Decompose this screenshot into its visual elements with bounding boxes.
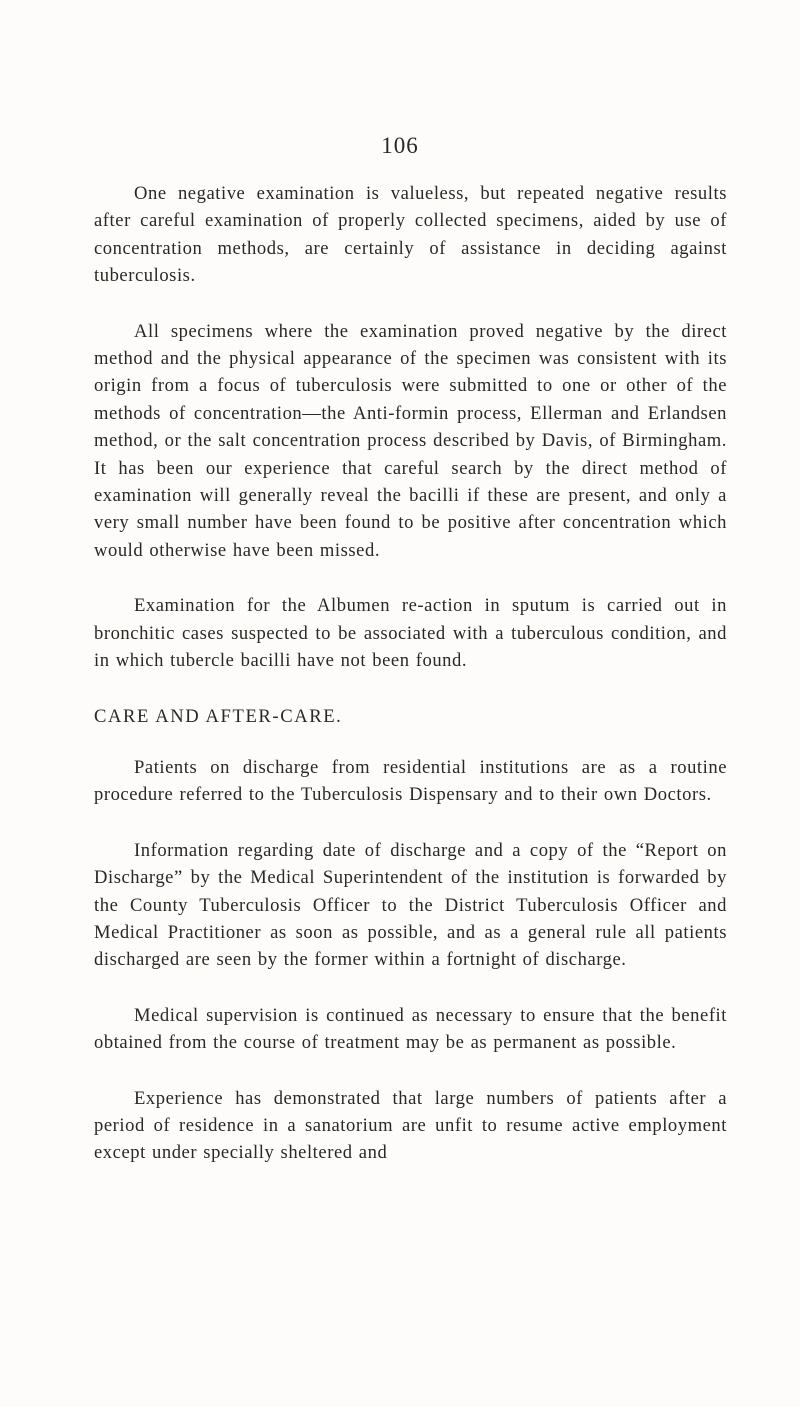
paragraph-experience: Experience has demonstrated that large numbers of patients after a period of residence in a sanatorium are unfit to resume active employment except under specially sheltered and [94, 1087, 727, 1164]
paragraph-medical-supervision: Medical supervision is continued as necessary to ensure that the benefit obtained from the course of treatment may be as permanent as possible. [94, 1004, 727, 1054]
paragraph-negative-examination: One negative examination is valueless, but repeated negative results after careful examination of properly collected specimens, aided by use of concentration methods, are certainly of assistance in deciding against tuberculosis. [94, 183, 727, 287]
paragraph-albumen-reaction: Examination for the Albumen re-action in sputum is carried out in bronchitic cases suspected to be associated with a tuberculous condition, and in which tubercle bacilli have not been found. [94, 595, 727, 672]
paragraph-concentration-methods: All specimens where the examination proved negative by the direct method and the physical appearance of the specimen was consistent with its origin from a focus of tuberculosis were submitted to one or other of the methods of concentration—the Anti-formin process, Ellerman and Erlandsen method, or the salt concentration process described by Davis, of Birmingham. It has been our experience that careful search by the direct method of examination will generally reveal the bacilli if these are present, and only a very small number have been found to be positive after concentration which would otherwise have been missed. [94, 320, 727, 561]
paragraph-discharge-referral: Patients on discharge from residential institutions are as a routine procedure referred to the Tuberculosis Dispensary and to their own Doctors. [94, 756, 727, 806]
body-text [94, 180, 727, 1195]
section-heading: CARE AND AFTER-CARE. [94, 705, 343, 727]
paragraph-discharge-report: Information regarding date of discharge and a copy of the “Report on Discharge” by the Medical Superintendent of the institution is forwarded by the County Tuberculosis Officer to the District Tuberculosis Officer and Medical Practitioner as soon as possible, and as a general rule all patients discharged are seen by the former within a fortnight of discharge. [94, 839, 727, 971]
page-number: 106 [381, 133, 419, 158]
